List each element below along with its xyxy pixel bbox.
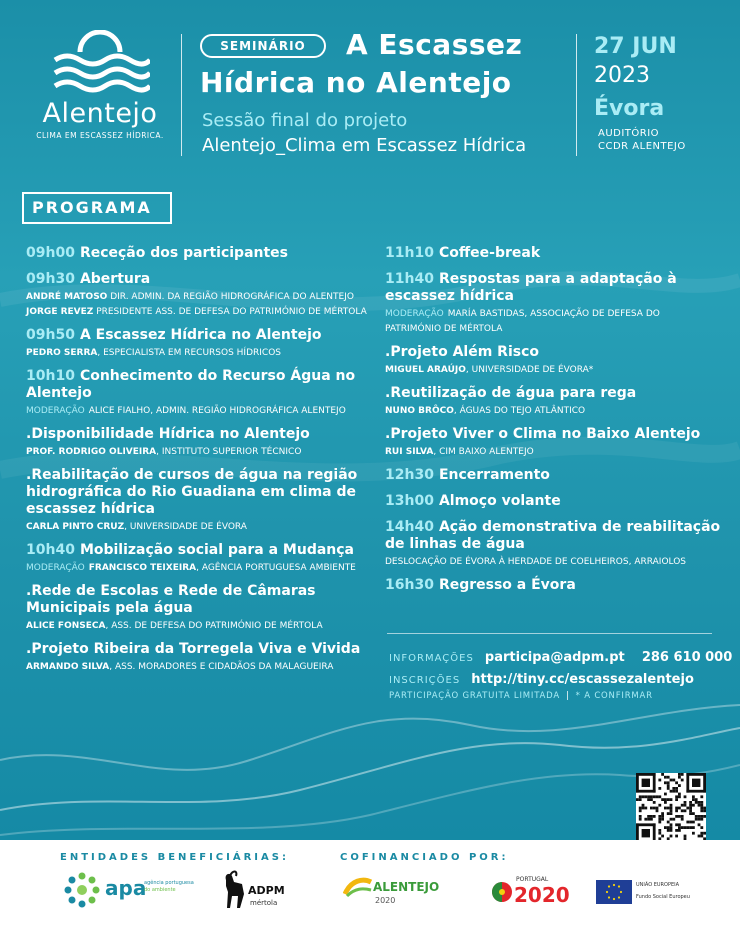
program-column-left (26, 245, 376, 682)
goat-icon (222, 870, 248, 910)
program-item-title (385, 519, 725, 553)
speaker-affiliation: PRESIDENTE ASS. DE DEFESA DO PATRIMÓNIO DE MÉRTOLA (93, 307, 367, 317)
alentejo-2020-year: 2020 (375, 896, 396, 905)
program-item-title-text: .Projeto Viver o Clima no Baixo Alentejo (385, 426, 701, 442)
speaker-name: ANDRÉ MATOSO (26, 292, 108, 302)
speaker-line (26, 291, 376, 303)
program-item-title (26, 426, 376, 443)
speaker-line (26, 405, 376, 417)
program-item-time: 09h30 (26, 271, 75, 287)
speaker-name: JORGE REVEZ (26, 307, 94, 317)
program-item-time: 14h40 (385, 519, 434, 535)
portugal-label: PORTUGAL (516, 876, 549, 883)
eu-flag-icon (596, 880, 632, 904)
cofinanced-label: COFINANCIADO POR: (340, 852, 509, 863)
speaker-name: RUI SILVA (385, 447, 434, 457)
header-divider-left (181, 34, 182, 156)
program-item-time: 11h10 (385, 245, 434, 261)
to-confirm-note: * A CONFIRMAR (575, 691, 653, 701)
program-item (385, 271, 725, 335)
apa-name: apa (105, 876, 147, 900)
program-item (26, 542, 376, 574)
program-item-title (385, 344, 725, 361)
venue-line1: AUDITÓRIO (598, 128, 660, 139)
program-item-time: 13h00 (385, 493, 434, 509)
event-venue (598, 127, 686, 153)
speaker-affiliation: , ÁGUAS DO TEJO ATLÂNTICO (453, 406, 586, 416)
logo-tagline: CLIMA EM ESCASSEZ HÍDRICA. (36, 131, 164, 140)
speaker-line (385, 364, 725, 376)
program-item-time: 16h30 (385, 577, 434, 593)
speaker-affiliation: , ASS. DE DEFESA DO PATRIMÓNIO DE MÉRTOLA (105, 621, 323, 631)
program-item (385, 245, 725, 262)
program-item (385, 385, 725, 417)
speaker-affiliation: , CIM BAIXO ALENTEJO (433, 447, 534, 457)
speaker-line (26, 306, 376, 318)
info-label: INFORMAÇÕES (389, 653, 474, 664)
speaker-affiliation: ALICE FIALHO, ADMIN. REGIÃO HIDROGRÁFICA ALENTEJO (88, 406, 346, 416)
program-item-title-text: .Reabilitação de cursos de água na região hidrográfica do Rio Guadiana em clima de escassez hídrica (26, 467, 358, 517)
registration-label: INSCRIÇÕES (389, 675, 461, 686)
program-item (385, 426, 725, 458)
program-item-title-text: .Rede de Escolas e Rede de Câmaras Municipais pela água (26, 583, 316, 616)
program-item-time: 10h10 (26, 368, 75, 384)
header-divider-right (576, 34, 577, 156)
contact-phone: 286 610 000 (641, 650, 733, 665)
speaker-name: FRANCISCO TEIXEIRA (88, 563, 197, 573)
registration-info (389, 668, 694, 687)
program-item-title (385, 385, 725, 402)
apa-flower-icon (62, 870, 102, 910)
contact-info (389, 646, 732, 665)
program-item (26, 368, 376, 417)
program-item-title-text: Almoço volante (438, 493, 561, 509)
program-heading: PROGRAMA (22, 192, 172, 224)
adpm-sub: mértola (250, 899, 278, 907)
speaker-name: ARMANDO SILVA (26, 662, 110, 672)
speaker-line (385, 308, 725, 320)
seminar-badge: SEMINÁRIO (200, 34, 326, 58)
portugal-2020-year: 2020 (514, 883, 570, 907)
speaker-name: PEDRO SERRA (26, 348, 98, 358)
speaker-line (26, 620, 376, 632)
program-item-title-text: .Projeto Ribeira da Torregela Viva e Vivida (26, 641, 361, 657)
participation-note (389, 691, 653, 701)
subtitle-line2: Alentejo_Clima em Escassez Hídrica (202, 135, 527, 156)
sun-wave-icon (50, 30, 150, 94)
speaker-line (385, 323, 725, 335)
alentejo-2020-logo (343, 876, 443, 908)
program-item-title-text: Receção dos participantes (79, 245, 289, 261)
registration-link[interactable]: http://tiny.cc/escassezalentejo (471, 672, 694, 687)
apa-logo (62, 870, 194, 910)
speaker-affiliation: , ASS. MORADORES E CIDADÃOS DA MALAGUEIRA (109, 662, 334, 672)
speaker-affiliation: DESLOCAÇÃO DE ÉVORA À HERDADE DE COELHEIROS, ARRAIOLOS (385, 557, 687, 567)
program-item (26, 467, 376, 533)
program-item-title-text: Regresso a Évora (438, 577, 576, 593)
program-item (26, 271, 376, 318)
speaker-line (26, 661, 376, 673)
speaker-affiliation: MARÍA BASTIDAS, ASSOCIAÇÃO DE DEFESA DO (447, 309, 660, 319)
speaker-line (385, 405, 725, 417)
program-item-title-text: Ação demonstrativa de reabilitação de linhas de água (385, 519, 721, 552)
program-item-title-text: Conhecimento do Recurso Água no Alentejo (26, 368, 356, 401)
program-item-title-text: Coffee-break (438, 245, 541, 261)
program-item-title (26, 542, 376, 559)
program-item-title-text: Abertura (79, 271, 151, 287)
event-date: 27 JUN (594, 34, 677, 59)
speaker-affiliation: PATRIMÓNIO DE MÉRTOLA (385, 324, 503, 334)
program-item (26, 426, 376, 458)
speaker-affiliation: , UNIVERSIDADE DE ÉVORA* (465, 365, 594, 375)
apa-sub-line2: do ambiente (144, 887, 176, 893)
program-item-title (26, 583, 376, 617)
program-item-title (385, 493, 725, 510)
eu-logo (596, 880, 706, 906)
program-item (385, 344, 725, 376)
speaker-line (26, 446, 376, 458)
program-item-title (26, 271, 376, 288)
qr-code[interactable] (636, 773, 706, 843)
beneficiaries-label: ENTIDADES BENEFICIÁRIAS: (60, 852, 289, 863)
event-city: Évora (594, 96, 665, 121)
speaker-affiliation: , AGÊNCIA PORTUGUESA AMBIENTE (196, 563, 356, 573)
speaker-name: NUNO BRÔCO (385, 406, 454, 416)
program-item-title-text: .Projeto Além Risco (385, 344, 539, 360)
event-year: 2023 (594, 63, 650, 88)
eu-sub: Fundo Social Europeu (636, 894, 690, 900)
program-item (26, 583, 376, 632)
speaker-line (26, 521, 376, 533)
program-column-right (385, 245, 725, 603)
moderation-label: MODERAÇÃO (385, 309, 444, 319)
speaker-affiliation: , INSTITUTO SUPERIOR TÉCNICO (156, 447, 302, 457)
free-participation-note: PARTICIPAÇÃO GRATUITA LIMITADA (389, 691, 560, 701)
page-title-line2: Hídrica no Alentejo (200, 66, 512, 99)
eu-label: UNIÃO EUROPEIA (636, 882, 680, 888)
program-item (26, 245, 376, 262)
program-item-title-text: A Escassez Hídrica no Alentejo (79, 327, 322, 343)
program-item-time: 11h40 (385, 271, 434, 287)
program-item-title (385, 467, 725, 484)
alentejo-2020-swoosh-icon (343, 876, 373, 898)
program-item-title (385, 271, 725, 305)
program-item-title-text: .Disponibilidade Hídrica no Alentejo (26, 426, 310, 442)
program-item-title-text: Mobilização social para a Mudança (79, 542, 355, 558)
portugal-2020-logo (490, 874, 582, 910)
speaker-affiliation: , ESPECIALISTA EM RECURSOS HÍDRICOS (97, 348, 282, 358)
portugal-flag-icon (490, 880, 514, 904)
program-item-time: 12h30 (385, 467, 434, 483)
contact-email-link[interactable]: participa@adpm.pt (484, 650, 625, 665)
logo-name: Alentejo (42, 98, 158, 129)
program-item (385, 467, 725, 484)
program-item (385, 519, 725, 568)
note-separator: | (565, 691, 570, 701)
footer (0, 840, 740, 925)
program-item (26, 641, 376, 673)
apa-sub-line1: agência portuguesa (144, 880, 194, 886)
program-item-time: 10h40 (26, 542, 75, 558)
speaker-name: ALICE FONSECA (26, 621, 106, 631)
info-divider (387, 633, 712, 634)
program-item-title-text: Respostas para a adaptação à escassez hídrica (385, 271, 677, 304)
program-item (26, 327, 376, 359)
speaker-name: MIGUEL ARAÚJO (385, 365, 466, 375)
program-item-title (26, 327, 376, 344)
program-item-time: 09h50 (26, 327, 75, 343)
speaker-line (385, 446, 725, 458)
program-item-title-text: Encerramento (438, 467, 550, 483)
speaker-name: PROF. RODRIGO OLIVEIRA (26, 447, 157, 457)
speaker-name: CARLA PINTO CRUZ (26, 522, 125, 532)
moderation-label: MODERAÇÃO (26, 406, 85, 416)
subtitle-line1: Sessão final do projeto (202, 110, 408, 131)
program-item (385, 493, 725, 510)
speaker-affiliation: , UNIVERSIDADE DE ÉVORA (124, 522, 247, 532)
alentejo-2020-name: ALENTEJO (373, 880, 440, 894)
speaker-line (26, 562, 376, 574)
program-item-title (26, 368, 376, 402)
speaker-line (26, 347, 376, 359)
program-item (385, 577, 725, 594)
alentejo-logo (30, 30, 170, 160)
adpm-logo (222, 870, 285, 915)
program-item-time: 09h00 (26, 245, 75, 261)
page-title-line1: A Escassez (346, 28, 523, 61)
adpm-name: ADPM (248, 884, 285, 897)
program-item-title (385, 426, 725, 443)
speaker-affiliation: DIR. ADMIN. DA REGIÃO HIDROGRÁFICA DO ALENTEJO (107, 292, 354, 302)
venue-line2: CCDR ALENTEJO (598, 141, 686, 152)
program-item-title (385, 577, 725, 594)
program-item-title (26, 467, 376, 518)
program-item-title (26, 641, 376, 658)
program-item-title-text: .Reutilização de água para rega (385, 385, 637, 401)
program-item-title (385, 245, 725, 262)
program-item-title (26, 245, 376, 262)
qr-code-icon (636, 773, 706, 843)
speaker-line (385, 556, 725, 568)
moderation-label: MODERAÇÃO (26, 563, 85, 573)
